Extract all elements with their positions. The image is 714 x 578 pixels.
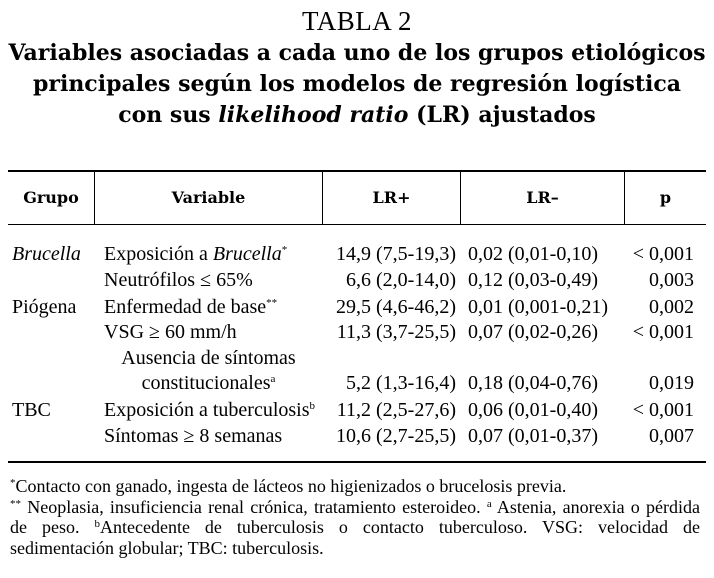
lr-positive-cell: 11,2 (2,5-27,6): [336, 399, 456, 421]
p-value-cell: 0,002: [649, 296, 694, 318]
lr-negative-cell: 0,06 (0,01-0,40): [468, 399, 598, 421]
table-footnotes: [10, 476, 700, 558]
p-value-cell: 0,003: [649, 269, 694, 291]
variable-cell: [104, 295, 277, 319]
header-lr-negative: LR–: [526, 188, 559, 207]
footnote-mark: b: [94, 518, 100, 530]
lr-positive-cell: 29,5 (4,6-46,2): [336, 296, 456, 318]
lr-positive-cell: 11,3 (3,7-25,5): [336, 321, 456, 343]
variable-text: constitucionales: [141, 372, 271, 394]
table-bottom-rule: [8, 461, 706, 463]
header-lr-positive: LR+: [372, 188, 411, 207]
variable-text: Neutrófilos ≤ 65%: [104, 269, 253, 291]
variable-cell: [95, 371, 322, 395]
variable-cell: [104, 242, 287, 266]
variable-text: Síntomas ≥ 8 semanas: [104, 425, 283, 447]
variable-italic-text: Brucella: [212, 243, 282, 265]
footnote-mark: **: [266, 297, 278, 309]
header-p-value: p: [659, 188, 672, 207]
footnote-mark: a: [486, 497, 492, 510]
group-name: Brucella: [12, 243, 81, 265]
footnote-text: Astenia, anorexia o pérdida de peso.: [10, 496, 700, 537]
lr-negative-cell: 0,01 (0,001-0,21): [468, 296, 608, 318]
footnote-text: Antecedente de tuberculosis o contacto tuberculoso. VSG: velocidad de sedimentación globular; TBC: tuberculosis.: [10, 517, 700, 558]
footnote-mark: *: [10, 477, 16, 489]
lr-negative-cell: 0,07 (0,02-0,26): [468, 321, 598, 343]
table-title: [8, 38, 706, 131]
table-header-rule: [8, 224, 706, 225]
variable-cell: [104, 268, 253, 292]
group-cell: Piógena: [12, 296, 77, 318]
p-value-cell: 0,007: [649, 425, 694, 447]
footnote-mark: a: [270, 373, 276, 385]
variable-text: Exposición a tuberculosis: [104, 399, 310, 421]
group-cell: [12, 242, 81, 266]
lr-negative-cell: 0,02 (0,01-0,10): [468, 243, 598, 265]
p-value-cell: 0,019: [649, 372, 694, 394]
variable-text: Enfermedad de base: [104, 296, 267, 318]
variable-cell-line1: Ausencia de síntomas: [121, 347, 296, 369]
variable-text: VSG ≥ 60 mm/h: [104, 321, 237, 343]
header-variable: Variable: [171, 188, 246, 207]
lr-positive-cell: 5,2 (1,3-16,4): [346, 372, 456, 394]
footnote-mark: **: [10, 497, 21, 510]
p-value-cell: < 0,001: [632, 321, 694, 343]
variable-cell: [104, 320, 237, 344]
p-value-cell: < 0,001: [632, 243, 694, 265]
header-grupo: Grupo: [23, 188, 79, 207]
lr-positive-cell: 10,6 (2,7-25,5): [336, 425, 456, 447]
title-text: Variables asociadas a cada uno de los grupos etiológicos principales según los modelos de regresión logística con sus: [8, 40, 706, 128]
variable-cell: [104, 424, 282, 448]
group-cell: TBC: [12, 399, 51, 421]
lr-negative-cell: 0,18 (0,04-0,76): [468, 372, 598, 394]
variable-cell: [104, 398, 315, 422]
p-value-cell: < 0,001: [632, 399, 694, 421]
lr-negative-cell: 0,07 (0,01-0,37): [468, 425, 598, 447]
footnote-mark: *: [281, 244, 288, 256]
variable-text: Exposición a: [104, 243, 213, 265]
title-text-end: (LR) ajustados: [408, 102, 596, 128]
lr-positive-cell: 14,9 (7,5-19,3): [336, 243, 456, 265]
lr-negative-cell: 0,12 (0,03-0,49): [468, 269, 598, 291]
footnote-text: Neoplasia, insuficiencia renal crónica, tratamiento esteroideo.: [21, 496, 487, 517]
lr-positive-cell: 6,6 (2,0-14,0): [346, 269, 456, 291]
table-label: TABLA 2: [301, 6, 413, 36]
title-italic-text: likelihood ratio: [218, 102, 409, 128]
footnote-text: Contacto con ganado, ingesta de lácteos no higienizados o brucelosis previa.: [15, 476, 567, 496]
footnote-mark: b: [309, 400, 316, 412]
